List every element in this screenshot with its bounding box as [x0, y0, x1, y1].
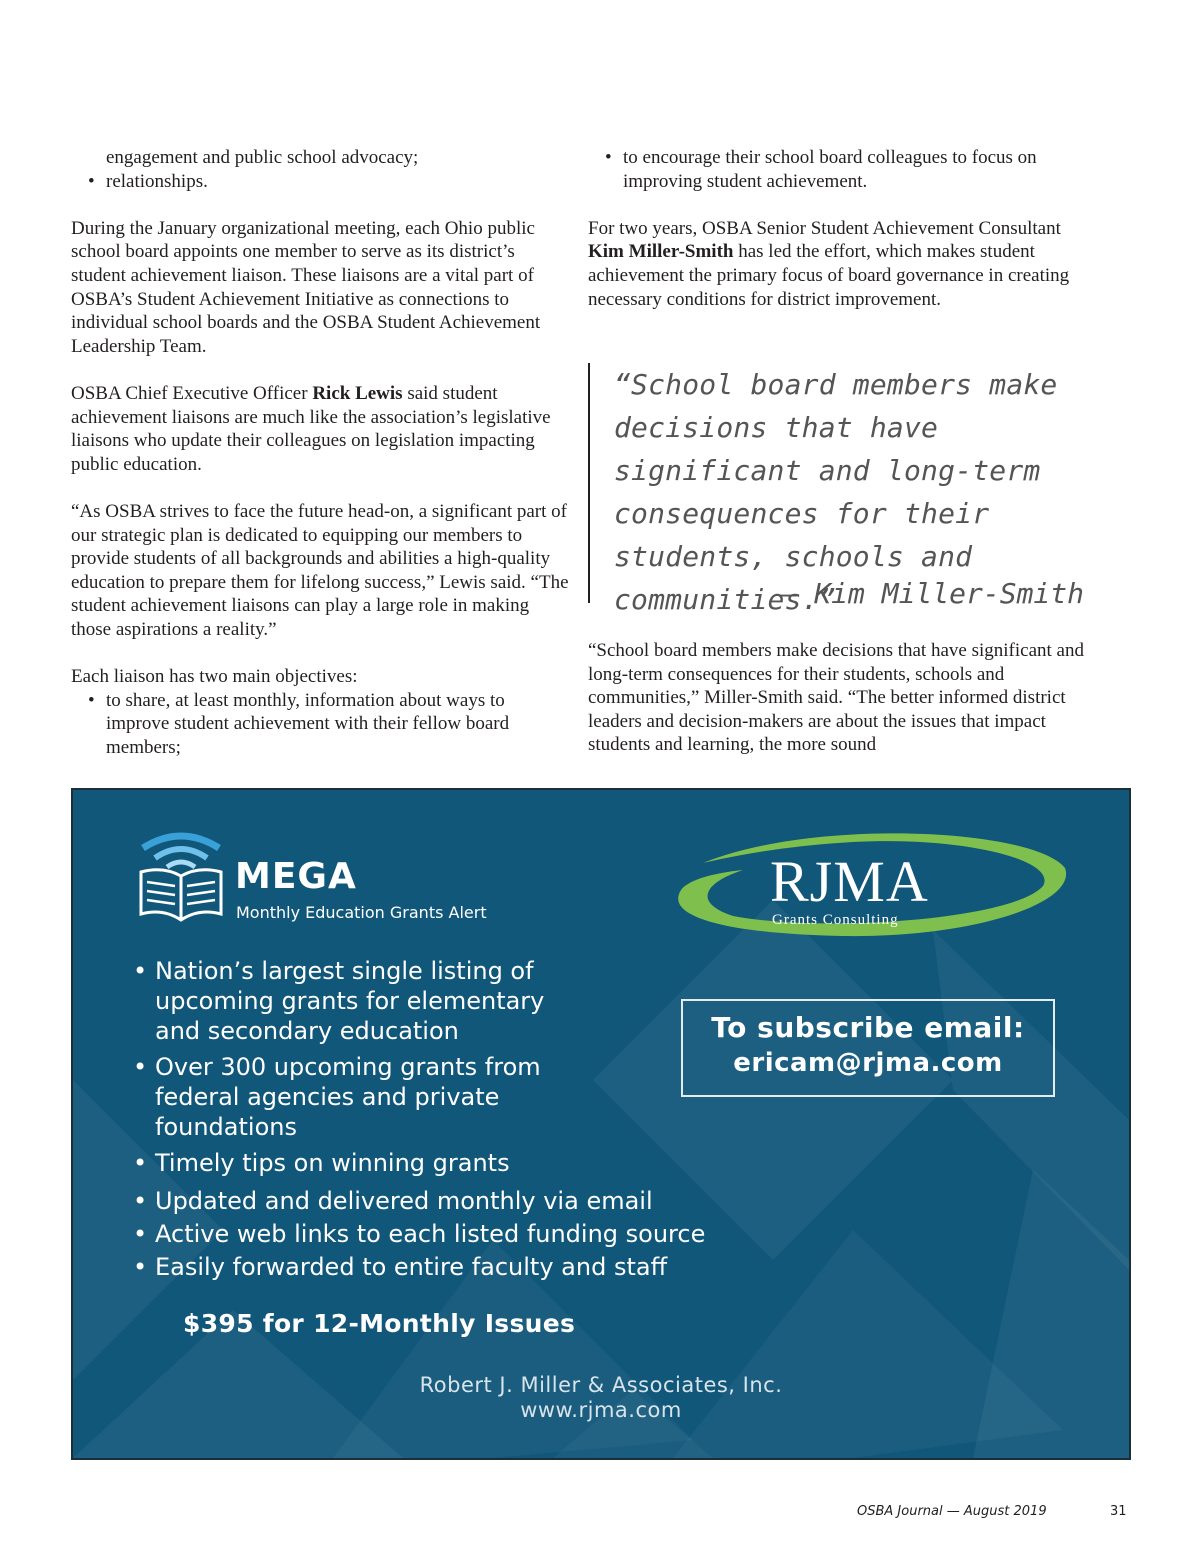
- rjma-name: RJMA: [770, 849, 929, 914]
- pull-quote-text: “School board members make decisions that have significant and long-term consequences for their students, schools and communities.”: [614, 368, 1058, 616]
- ad-feature-item: • Timely tips on winning grants: [131, 1148, 705, 1178]
- ad-feature-item: • Nation’s largest single listing of upcoming grants for elementary and secondary education: [131, 956, 555, 1046]
- paragraph: OSBA Chief Executive Officer Rick Lewis said student achievement liaisons are much like the association’s legislative liaisons who update their colleagues on legislation impacting public education.: [71, 382, 551, 475]
- subscribe-email-link[interactable]: ericam@rjma.com: [733, 1048, 1003, 1078]
- rjma-advertisement[interactable]: [71, 788, 1131, 1460]
- ad-feature-item: • Updated and delivered monthly via email: [131, 1186, 705, 1216]
- list-item: • relationships.: [71, 170, 571, 194]
- page-number: 31: [1110, 1504, 1127, 1519]
- objectives-list-continued: [588, 146, 1098, 193]
- objectives-list: [71, 689, 571, 760]
- company-info: [73, 1373, 1129, 1423]
- left-column: [71, 146, 571, 759]
- subscribe-label: To subscribe email:: [711, 1011, 1025, 1044]
- right-column-lower: [588, 639, 1098, 781]
- paragraph: For two years, OSBA Senior Student Achievement Consultant Kim Miller-Smith has led the effort, which makes student achievement the primary focus of board governance in creating necessary conditions for district improvement.: [588, 217, 1070, 310]
- mega-subtitle: Monthly Education Grants Alert: [236, 903, 487, 922]
- footer-journal-title: OSBA Journal — August 2019: [857, 1504, 1047, 1519]
- company-website-link[interactable]: www.rjma.com: [520, 1398, 682, 1422]
- ad-feature-list: [131, 956, 705, 1285]
- bullet-list-continued: [71, 146, 571, 193]
- ad-feature-item: • Active web links to each listed funding source: [131, 1219, 705, 1249]
- paragraph: During the January organizational meeting, each Ohio public school board appoints one member to serve as its district’s student achievement liaison. These liaisons are a vital part of OSBA’s Student Achievement Initiative as connections to individual school boards and the OSBA Student Achievement Leadership Team.: [71, 217, 541, 357]
- price: $395 for 12-Monthly Issues: [183, 1309, 576, 1338]
- name-bold: Kim Miller-Smith: [588, 241, 734, 263]
- pull-quote: [588, 363, 1110, 616]
- subscribe-box[interactable]: [681, 999, 1055, 1097]
- right-column: [588, 146, 1098, 335]
- paragraph: “As OSBA strives to face the future head-on, a significant part of our strategic plan is dedicated to equipping our members to provide students of all backgrounds and abilities a high-quality education to prepare them for lifelong success,” Lewis said. “The student achievement liaisons can play a large role in making those aspirations a reality.”: [71, 500, 569, 640]
- list-item: • to share, at least monthly, information about ways to improve student achievement with their fellow board members;: [71, 689, 571, 760]
- rjma-subtitle: Grants Consulting: [772, 912, 899, 928]
- ad-feature-item: • Easily forwarded to entire faculty and staff: [131, 1252, 705, 1282]
- company-name: Robert J. Miller & Associates, Inc.: [419, 1373, 783, 1397]
- name-bold: Rick Lewis: [312, 382, 403, 404]
- ad-feature-item: • Over 300 upcoming grants from federal agencies and private foundations: [131, 1052, 555, 1142]
- paragraph: “School board members make decisions that have significant and long-term consequences for their students, schools and communities,” Miller-Smith said. “The better informed district leaders and decision-makers are about the issues that impact students and learning, the more sound: [588, 640, 1084, 756]
- pull-quote-attribution: — Kim Miller-Smith: [780, 577, 1084, 610]
- mega-title: MEGA: [235, 856, 357, 897]
- list-item: engagement and public school advocacy;: [106, 147, 419, 168]
- mega-book-logo: [135, 830, 227, 922]
- list-item: • to encourage their school board colleagues to focus on improving student achievement.: [588, 146, 1098, 193]
- paragraph: Each liaison has two main objectives:: [71, 666, 358, 688]
